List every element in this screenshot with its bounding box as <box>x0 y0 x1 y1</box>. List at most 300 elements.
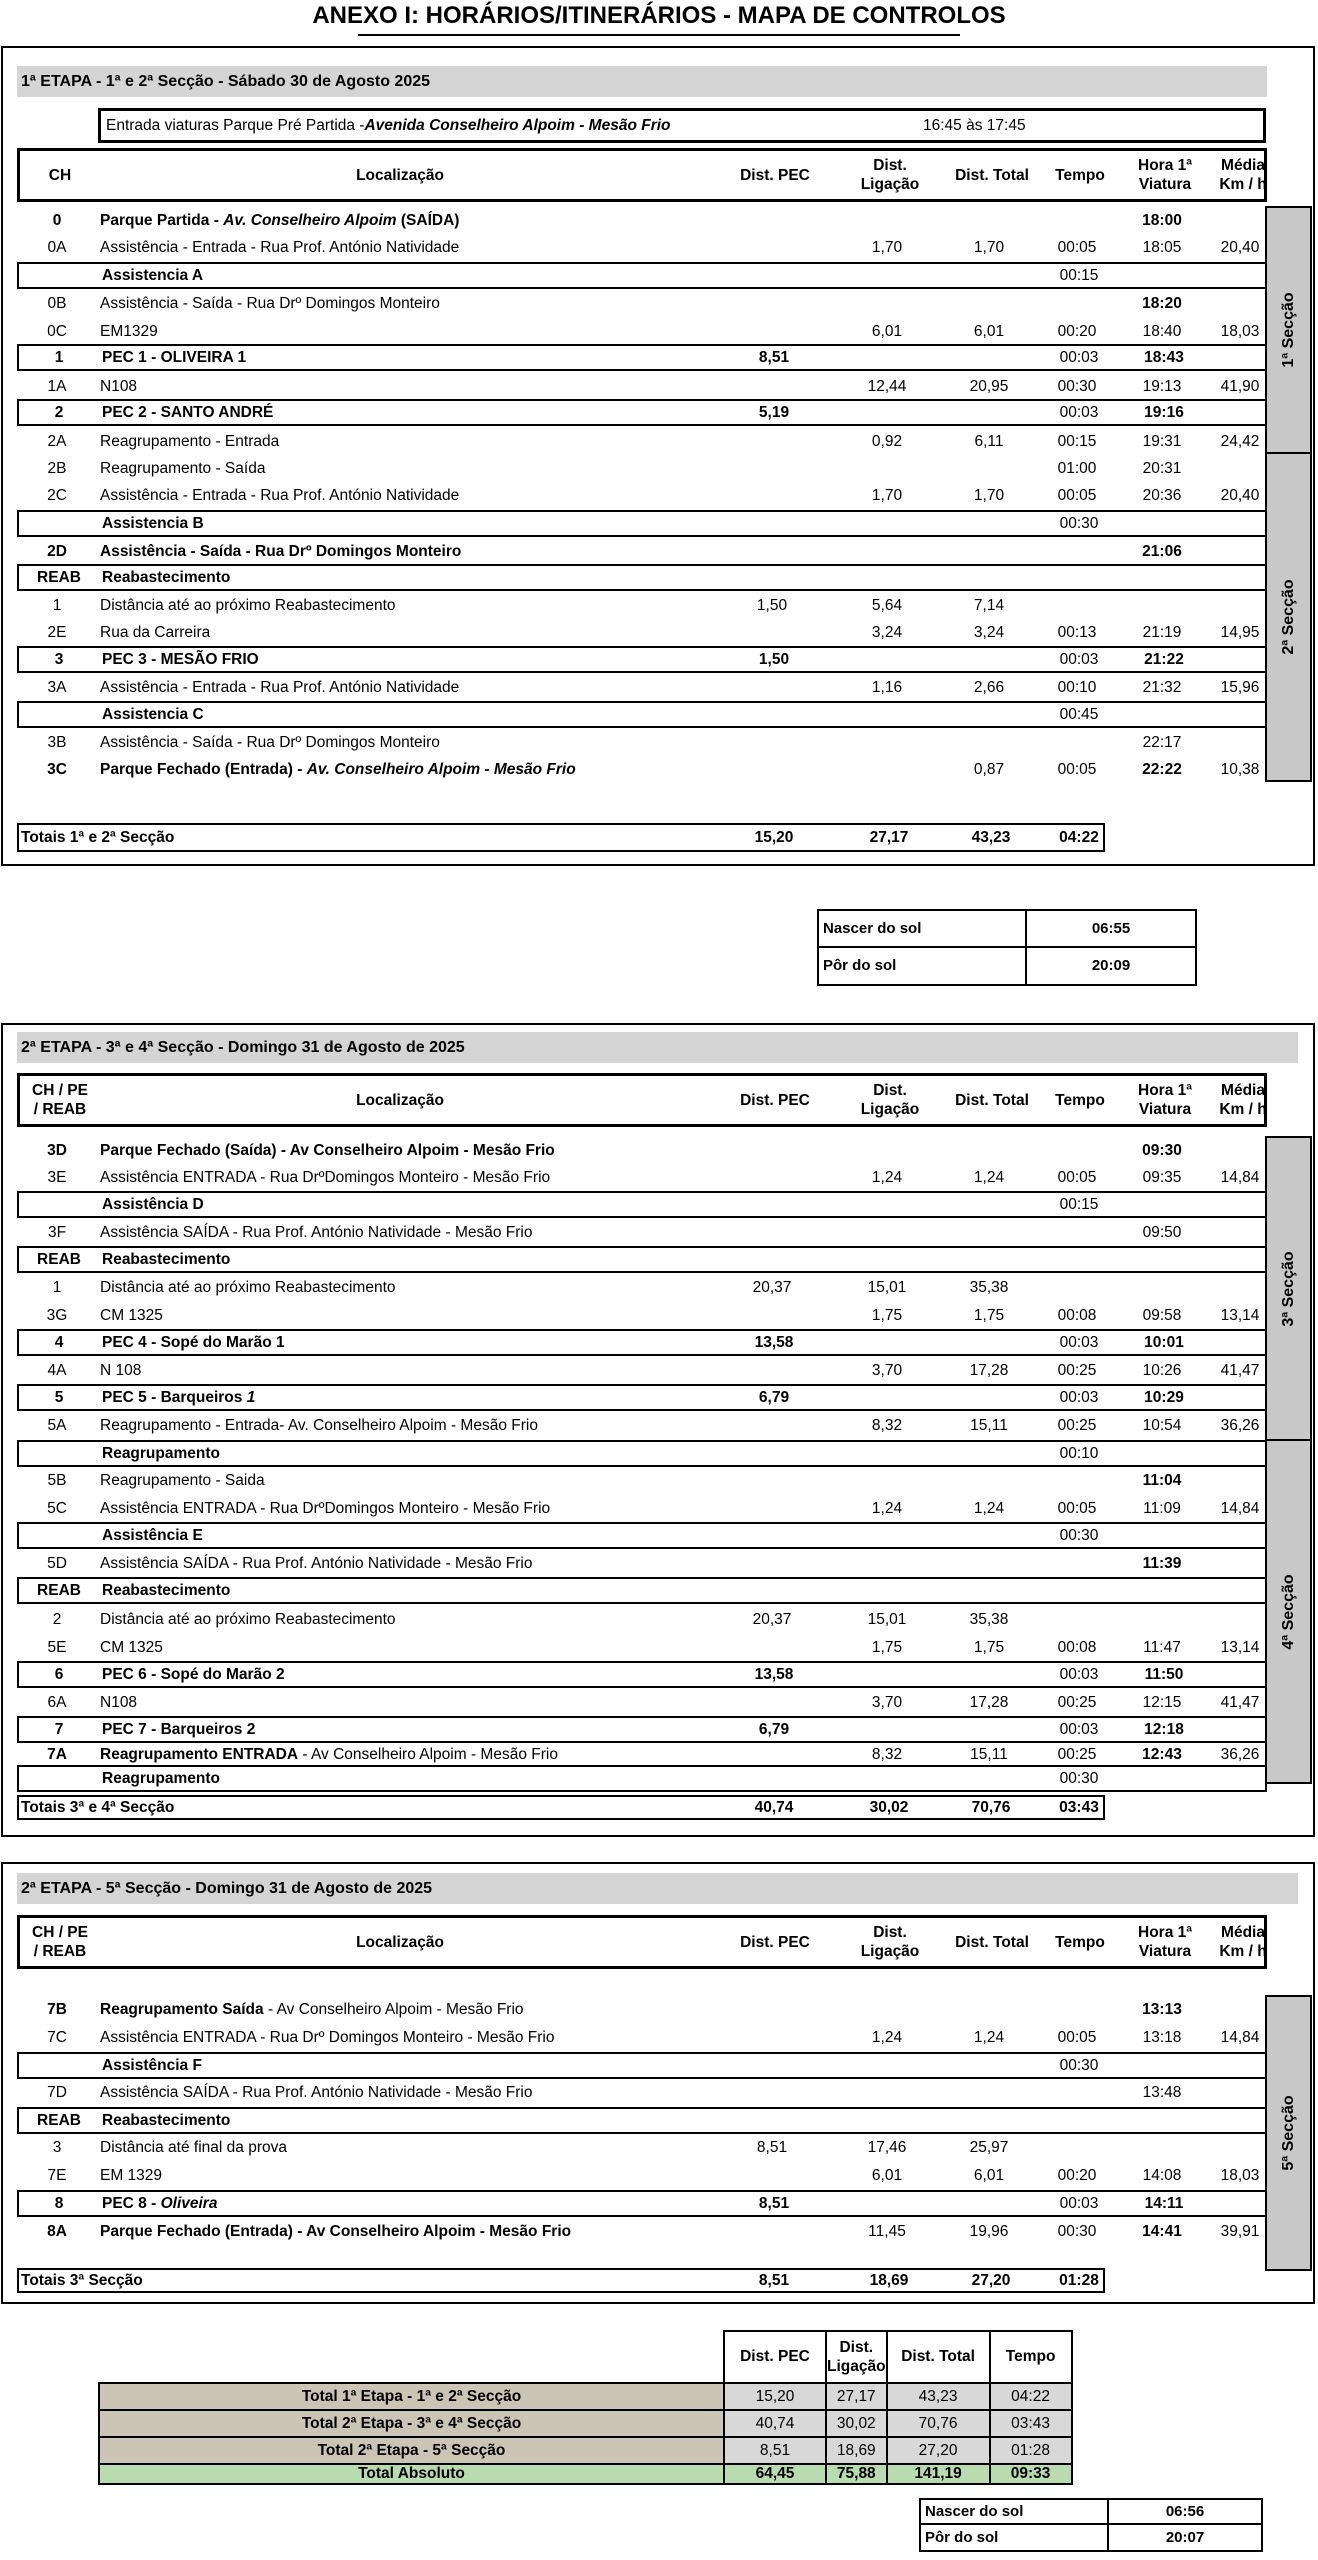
cell-pec <box>719 2054 829 2077</box>
cell-lig <box>837 2079 937 2106</box>
cell-ch: 2B <box>47 459 67 477</box>
summary-cell-label: Total 2ª Etapa - 3ª e 4ª Secção <box>99 2410 724 2437</box>
cell-ch <box>19 2054 99 2077</box>
cell-hora: 18:43 <box>1144 348 1184 366</box>
cell-lig <box>837 756 937 783</box>
summary-cell-lig: 18,69 <box>826 2437 887 2464</box>
summary-cell-label: Total Absoluto <box>99 2464 724 2484</box>
cell-localizacao: N 108 <box>100 1361 142 1379</box>
cell-localizacao: Distância até ao próximo Reabastecimento <box>100 596 396 614</box>
entry-time: 16:45 às 17:45 <box>923 116 1026 134</box>
cell-hora: 10:29 <box>1144 1388 1184 1406</box>
cell-localizacao: PEC 8 - Oliveira <box>102 2194 218 2212</box>
cell-lig: 1,75 <box>871 1306 903 1324</box>
cell-tot: 25,97 <box>969 2138 1009 2156</box>
cell-tmp: 00:20 <box>1057 2166 1097 2184</box>
cell-tmp <box>1037 1996 1117 2023</box>
cell-hora: 13:18 <box>1142 2028 1182 2046</box>
table-row <box>17 2218 1267 2245</box>
cell-lig: 12,44 <box>867 377 907 395</box>
cell-hora: 19:13 <box>1142 377 1182 395</box>
cell-ch: 7B <box>47 2000 67 2018</box>
table-row <box>17 1329 1267 1356</box>
cell-tot <box>935 2079 1043 2106</box>
title-underline <box>358 34 960 36</box>
cell-hora: 18:00 <box>1142 211 1182 229</box>
cell-localizacao: Assistência ENTRADA - Rua Drº Domingos Monteiro - Mesão Frio <box>100 2028 555 2046</box>
summary-cell-label: Total 2ª Etapa - 5ª Secção <box>99 2437 724 2464</box>
cell-ch <box>19 1767 99 1790</box>
cell-tot <box>935 1550 1043 1577</box>
cell-tot: 35,38 <box>969 1278 1009 1296</box>
cell-tmp <box>1037 592 1117 619</box>
etapa-2-totals: Totais 3ª e 4ª Secção 40,74 30,02 70,76 03:43 <box>17 1795 1105 1820</box>
table-row <box>17 1522 1267 1549</box>
cell-ch: 1A <box>47 377 67 395</box>
cell-tmp: 00:05 <box>1057 1168 1097 1186</box>
cell-pec: 13,58 <box>754 1333 794 1351</box>
cell-tmp: 00:03 <box>1059 1388 1099 1406</box>
cell-tot <box>935 290 1043 317</box>
cell-pec <box>717 674 827 701</box>
cell-ch: 3G <box>46 1306 68 1324</box>
summary-cell-lig: 30,02 <box>826 2410 887 2437</box>
cell-tmp: 00:10 <box>1059 1444 1099 1462</box>
col-ch: CH / PE / REAB <box>32 1082 88 1118</box>
cell-tmp: 00:25 <box>1057 1416 1097 1434</box>
cell-tmp <box>1037 729 1117 756</box>
cell-pec <box>719 1442 829 1465</box>
summary-cell-pec: 8,51 <box>724 2437 826 2464</box>
etapa-3-header: 2ª ETAPA - 5ª Secção - Domingo 31 de Agosto de 2025 <box>17 1873 1298 1904</box>
cell-lig <box>837 1996 937 2023</box>
cell-lig: 0,92 <box>871 432 903 450</box>
sunrise-value: 06:55 <box>1091 919 1131 937</box>
table-row <box>17 2079 1267 2106</box>
summary-cell-tot: 70,76 <box>887 2410 990 2437</box>
cell-tot <box>937 1579 1045 1602</box>
cell-pec <box>719 1193 829 1216</box>
cell-ch: 7 <box>54 1720 64 1738</box>
summary-cell-tot: 43,23 <box>887 2383 990 2410</box>
etapa-1-table-header <box>17 148 1267 202</box>
cell-localizacao: Distância até ao próximo Reabastecimento <box>100 1278 396 1296</box>
cell-pec: 6,79 <box>758 1720 790 1738</box>
table-row <box>17 1741 1267 1768</box>
cell-tot: 2,66 <box>973 678 1005 696</box>
cell-localizacao: Reagrupamento - Entrada <box>100 432 280 450</box>
cell-pec <box>717 619 827 646</box>
cell-pec <box>717 1996 827 2023</box>
cell-localizacao: Assistência D <box>102 1195 204 1213</box>
cell-ch: 3 <box>54 650 64 668</box>
cell-med: 18,03 <box>1220 322 1260 340</box>
cell-ch: 0 <box>52 211 62 229</box>
cell-lig: 1,75 <box>871 1638 903 1656</box>
cell-med: 41,47 <box>1220 1693 1260 1711</box>
col-hora: Hora 1ª Viatura <box>1138 157 1192 193</box>
cell-pec: 8,51 <box>756 2138 788 2156</box>
cell-hora: 09:58 <box>1142 1306 1182 1324</box>
cell-ch: 7C <box>47 2028 67 2046</box>
cell-hora: 10:01 <box>1144 1333 1184 1351</box>
cell-lig <box>837 455 937 482</box>
cell-lig <box>837 729 937 756</box>
cell-tmp: 00:05 <box>1057 238 1097 256</box>
summary-cell-tot: 141,19 <box>887 2464 990 2484</box>
cell-ch: REAB <box>37 2111 81 2129</box>
cell-pec <box>717 2024 827 2051</box>
cell-pec <box>717 538 827 565</box>
cell-hora: 14:11 <box>1144 2194 1184 2212</box>
cell-localizacao: Reagrupamento ENTRADA - Av Conselheiro Alpoim - Mesão Frio <box>100 1745 558 1763</box>
cell-localizacao: EM1329 <box>100 322 158 340</box>
cell-ch: 5C <box>47 1499 67 1517</box>
cell-pec <box>717 2079 827 2106</box>
cell-lig <box>839 1331 939 1354</box>
col-tempo: Tempo <box>1055 1933 1105 1951</box>
table-row <box>17 701 1267 728</box>
totals-label: Totais 1ª e 2ª Secção <box>21 828 175 846</box>
table-row <box>17 674 1267 701</box>
cell-med: 13,14 <box>1220 1638 1260 1656</box>
sidebar-4a-seccao: 4ª Secção <box>1265 1439 1312 1784</box>
cell-localizacao: Distância até final da prova <box>100 2138 287 2156</box>
table-row <box>17 1274 1267 1301</box>
cell-hora: 11:09 <box>1143 1499 1181 1517</box>
cell-ch: 8 <box>54 2194 64 2212</box>
table-row <box>17 2190 1267 2217</box>
cell-ch: 0A <box>47 238 67 256</box>
cell-med: 14,95 <box>1220 623 1260 641</box>
cell-localizacao: Assistencia C <box>102 705 204 723</box>
cell-ch: 8A <box>47 2222 67 2240</box>
cell-tot: 19,96 <box>969 2222 1009 2240</box>
cell-hora: 12:43 <box>1142 1745 1182 1763</box>
cell-tot <box>937 1193 1045 1216</box>
cell-hora: 10:54 <box>1142 1416 1182 1434</box>
cell-lig <box>839 1193 939 1216</box>
cell-hora: 09:35 <box>1142 1168 1182 1186</box>
cell-pec <box>717 1634 827 1661</box>
cell-med: 10,38 <box>1220 760 1260 778</box>
cell-localizacao: PEC 7 - Barqueiros 2 <box>102 1720 256 1738</box>
table-row <box>17 1246 1267 1273</box>
cell-ch: 2E <box>47 623 67 641</box>
cell-localizacao: PEC 3 - MESÃO FRIO <box>102 650 259 668</box>
cell-ch: 2D <box>47 542 67 560</box>
cell-localizacao: Parque Partida - Av. Conselheiro Alpoim (SAÍDA) <box>100 211 460 229</box>
cell-ch: 3F <box>47 1223 67 1241</box>
cell-localizacao: Assistência - Saída - Rua Drº Domingos Monteiro <box>100 294 440 312</box>
cell-lig <box>839 2109 939 2132</box>
cell-pec: 20,37 <box>752 1278 792 1296</box>
col-dist-total: Dist. Total <box>955 1091 1029 1109</box>
cell-lig <box>839 1442 939 1465</box>
cell-hora: 11:50 <box>1144 1665 1184 1683</box>
cell-tot: 6,01 <box>973 2166 1005 2184</box>
cell-med: 14,84 <box>1220 1499 1260 1517</box>
cell-lig <box>839 648 939 671</box>
cell-hora: 21:19 <box>1142 623 1182 641</box>
cell-lig <box>839 2192 939 2215</box>
cell-med: 20,40 <box>1220 238 1260 256</box>
cell-pec <box>717 455 827 482</box>
table-row <box>17 2162 1267 2189</box>
cell-lig <box>839 1718 939 1741</box>
cell-med: 14,84 <box>1220 2028 1260 2046</box>
cell-localizacao: Assistência SAÍDA - Rua Prof. António Natividade - Mesão Frio <box>100 2083 533 2101</box>
cell-tmp <box>1037 1606 1117 1633</box>
cell-tot: 15,11 <box>970 1416 1008 1434</box>
cell-tot: 20,95 <box>969 377 1009 395</box>
col-localizacao: Localização <box>356 166 444 184</box>
table-row <box>17 2024 1267 2051</box>
cell-tot: 17,28 <box>969 1361 1009 1379</box>
summary-cell-pec: 15,20 <box>724 2383 826 2410</box>
cell-lig: 6,01 <box>871 322 903 340</box>
cell-localizacao: Assistencia A <box>102 266 204 284</box>
cell-lig: 1,16 <box>871 678 903 696</box>
cell-lig: 3,70 <box>871 1361 903 1379</box>
table-row <box>17 1302 1267 1329</box>
cell-localizacao: Reagrupamento - Saída <box>100 459 266 477</box>
cell-localizacao: Assistência - Entrada - Rua Prof. António Natividade <box>100 486 460 504</box>
table-row <box>17 428 1267 455</box>
table-row <box>17 2052 1267 2079</box>
cell-lig <box>839 512 939 535</box>
cell-tot: 7,14 <box>973 596 1005 614</box>
cell-tot: 35,38 <box>969 1610 1009 1628</box>
cell-ch: 3A <box>47 678 67 696</box>
cell-tot <box>937 1248 1045 1271</box>
cell-tmp <box>1039 566 1119 589</box>
cell-tot <box>937 2054 1045 2077</box>
cell-pec <box>719 1524 829 1547</box>
cell-localizacao: PEC 6 - Sopé do Marão 2 <box>102 1665 285 1683</box>
cell-tot <box>937 648 1045 671</box>
cell-tot <box>937 566 1045 589</box>
sun-times-2 <box>919 2498 1263 2552</box>
cell-tmp <box>1039 1579 1119 1602</box>
cell-tot <box>937 1767 1045 1790</box>
cell-lig: 15,01 <box>867 1278 907 1296</box>
cell-pec <box>717 482 827 509</box>
table-row <box>17 2134 1267 2161</box>
col-ch: CH / PE / REAB <box>32 1924 88 1960</box>
cell-tmp <box>1037 2134 1117 2161</box>
cell-tot <box>937 2192 1045 2215</box>
cell-ch: 1 <box>54 348 64 366</box>
cell-ch <box>19 1524 99 1547</box>
cell-pec: 6,79 <box>758 1388 790 1406</box>
cell-localizacao: Parque Fechado (Entrada) - Av Conselheiro Alpoim - Mesão Frio <box>100 2222 572 2240</box>
cell-tot <box>935 729 1043 756</box>
cell-ch <box>19 1442 99 1465</box>
cell-pec <box>717 756 827 783</box>
cell-ch: 7A <box>47 1745 67 1763</box>
cell-pec <box>717 373 827 400</box>
page-title: ANEXO I: HORÁRIOS/ITINERÁRIOS - MAPA DE CONTROLOS <box>312 2 1006 29</box>
cell-tot <box>935 1219 1043 1246</box>
col-dist-ligacao: Dist. Ligação <box>860 157 920 193</box>
cell-tmp <box>1037 1137 1117 1164</box>
cell-ch: 7D <box>47 2083 67 2101</box>
cell-tmp: 00:03 <box>1059 403 1099 421</box>
cell-pec <box>719 566 829 589</box>
cell-pec <box>719 1248 829 1271</box>
cell-localizacao: Reagrupamento <box>102 1444 220 1462</box>
table-row <box>17 1689 1267 1716</box>
summary-row <box>99 2410 1072 2437</box>
table-row <box>17 646 1267 673</box>
cell-localizacao: Reagrupamento Saída - Av Conselheiro Alpoim - Mesão Frio <box>100 2000 524 2018</box>
cell-tot <box>935 455 1043 482</box>
cell-tmp: 00:15 <box>1059 266 1099 284</box>
cell-ch: 3B <box>47 733 67 751</box>
sidebar-3a-seccao: 3ª Secção <box>1265 1136 1312 1441</box>
cell-lig <box>839 1248 939 1271</box>
cell-lig <box>837 1219 937 1246</box>
cell-lig <box>839 703 939 726</box>
table-row <box>17 290 1267 317</box>
sidebar-2a-seccao: 2ª Secção <box>1265 452 1312 782</box>
table-row <box>17 1164 1267 1191</box>
cell-tot <box>937 512 1045 535</box>
cell-hora: 20:31 <box>1142 459 1182 477</box>
cell-hora: 20:36 <box>1142 486 1182 504</box>
table-row <box>17 1440 1267 1467</box>
cell-hora: 11:39 <box>1142 1554 1182 1572</box>
cell-med: 14,84 <box>1220 1168 1260 1186</box>
summary-table: Dist. PEC Dist. Ligação Dist. Total Tempo Total 1ª Etapa - 1ª e 2ª Secção 15,20 27,17 43,23 04:22 Total 2ª Etapa - 3ª e 4ª Secção 40,74 30,02 70,76 03:43 Total 2ª Etapa - 5ª Secção 8,51 18,69 27,20 01:28 Total Absoluto 64,45 75,88 141,19 09:33 <box>98 2330 1073 2485</box>
cell-tmp: 00:45 <box>1059 705 1099 723</box>
cell-ch: 6 <box>54 1665 64 1683</box>
etapa-1-totals: Totais 1ª e 2ª Secção 15,20 27,17 43,23 04:22 <box>17 823 1105 852</box>
cell-tmp: 00:30 <box>1059 1526 1099 1544</box>
cell-pec <box>717 1550 827 1577</box>
cell-tot <box>935 1996 1043 2023</box>
cell-pec <box>717 1741 827 1768</box>
cell-pec <box>717 1467 827 1494</box>
cell-pec <box>717 234 827 261</box>
cell-tot <box>935 538 1043 565</box>
sunset-label: Pôr do sol <box>921 2525 1109 2550</box>
cell-pec <box>719 1579 829 1602</box>
cell-tot <box>937 1386 1045 1409</box>
cell-tot <box>935 1137 1043 1164</box>
cell-localizacao: Distância até ao próximo Reabastecimento <box>100 1610 396 1628</box>
cell-pec <box>719 512 829 535</box>
cell-localizacao: Assistência - Entrada - Rua Prof. António Natividade <box>100 678 460 696</box>
cell-med: 41,47 <box>1220 1361 1260 1379</box>
cell-ch: 2 <box>54 403 64 421</box>
table-row <box>17 729 1267 756</box>
table-row <box>17 1137 1267 1164</box>
cell-ch: 3E <box>47 1168 67 1186</box>
cell-hora: 11:47 <box>1143 1638 1181 1656</box>
cell-lig: 3,70 <box>871 1693 903 1711</box>
cell-ch: 5E <box>47 1638 67 1656</box>
col-media: Média Km / h <box>1219 1082 1267 1118</box>
cell-tmp: 00:25 <box>1057 1745 1097 1763</box>
cell-med: 36,26 <box>1220 1745 1260 1763</box>
summary-row <box>99 2464 1072 2484</box>
entry-label: Entrada viaturas Parque Pré Partida - <box>106 116 365 134</box>
cell-lig: 6,01 <box>871 2166 903 2184</box>
cell-tot: 6,11 <box>974 432 1004 450</box>
table-row <box>17 756 1267 783</box>
col-dist-total: Dist. Total <box>955 166 1029 184</box>
cell-localizacao: Assistência ENTRADA - Rua DrºDomingos Monteiro - Mesão Frio <box>100 1168 551 1186</box>
cell-med: 36,26 <box>1220 1416 1260 1434</box>
cell-hora: 21:32 <box>1142 678 1182 696</box>
sunset-value: 20:09 <box>1091 957 1131 975</box>
etapa-1-header: 1ª ETAPA - 1ª e 2ª Secção - Sábado 30 de Agosto 2025 <box>17 66 1267 97</box>
cell-pec <box>717 1689 827 1716</box>
cell-tmp: 00:03 <box>1059 1720 1099 1738</box>
cell-tmp: 00:05 <box>1057 486 1097 504</box>
cell-tmp: 00:30 <box>1059 1769 1099 1787</box>
cell-pec <box>719 703 829 726</box>
cell-tot <box>937 1331 1045 1354</box>
col-hora: Hora 1ª Viatura <box>1138 1082 1192 1118</box>
cell-tmp <box>1037 1219 1117 1246</box>
cell-hora: 18:20 <box>1142 294 1182 312</box>
cell-tot: 1,24 <box>973 2028 1005 2046</box>
etapa-2-table-header <box>17 1073 1267 1127</box>
cell-tot: 15,11 <box>970 1745 1008 1763</box>
cell-lig <box>837 1550 937 1577</box>
cell-pec <box>717 1219 827 1246</box>
table-row <box>17 510 1267 537</box>
table-row <box>17 1357 1267 1384</box>
table-row <box>17 1191 1267 1218</box>
cell-ch: 0B <box>47 294 67 312</box>
cell-pec <box>719 2109 829 2132</box>
cell-pec <box>717 1357 827 1384</box>
cell-hora: 18:40 <box>1142 322 1182 340</box>
cell-tot: 0,87 <box>973 760 1005 778</box>
table-row <box>17 1577 1267 1604</box>
cell-localizacao: Assistência SAÍDA - Rua Prof. António Natividade - Mesão Frio <box>100 1554 533 1572</box>
cell-hora: 22:17 <box>1142 733 1182 751</box>
table-row <box>17 399 1267 426</box>
cell-pec: 13,58 <box>754 1665 794 1683</box>
table-row <box>17 344 1267 371</box>
cell-ch: 4A <box>47 1361 67 1379</box>
cell-hora: 12:18 <box>1144 1720 1184 1738</box>
cell-tmp <box>1037 2079 1117 2106</box>
cell-hora: 21:06 <box>1142 542 1182 560</box>
summary-cell-tmp: 01:28 <box>990 2437 1072 2464</box>
col-localizacao: Localização <box>356 1933 444 1951</box>
cell-ch: 6A <box>47 1693 67 1711</box>
table-row <box>17 1219 1267 1246</box>
table-row <box>17 1467 1267 1494</box>
col-dist-pec: Dist. PEC <box>740 166 810 184</box>
cell-pec <box>717 1495 827 1522</box>
cell-lig <box>837 1137 937 1164</box>
cell-tot: 1,75 <box>973 1306 1005 1324</box>
cell-tot: 1,75 <box>973 1638 1005 1656</box>
cell-tmp <box>1037 1550 1117 1577</box>
cell-tmp <box>1037 1467 1117 1494</box>
cell-hora: 19:31 <box>1142 432 1182 450</box>
summary-cell-tmp: 09:33 <box>990 2464 1072 2484</box>
cell-tmp: 00:30 <box>1057 377 1097 395</box>
summary-cell-lig: 27,17 <box>826 2383 887 2410</box>
